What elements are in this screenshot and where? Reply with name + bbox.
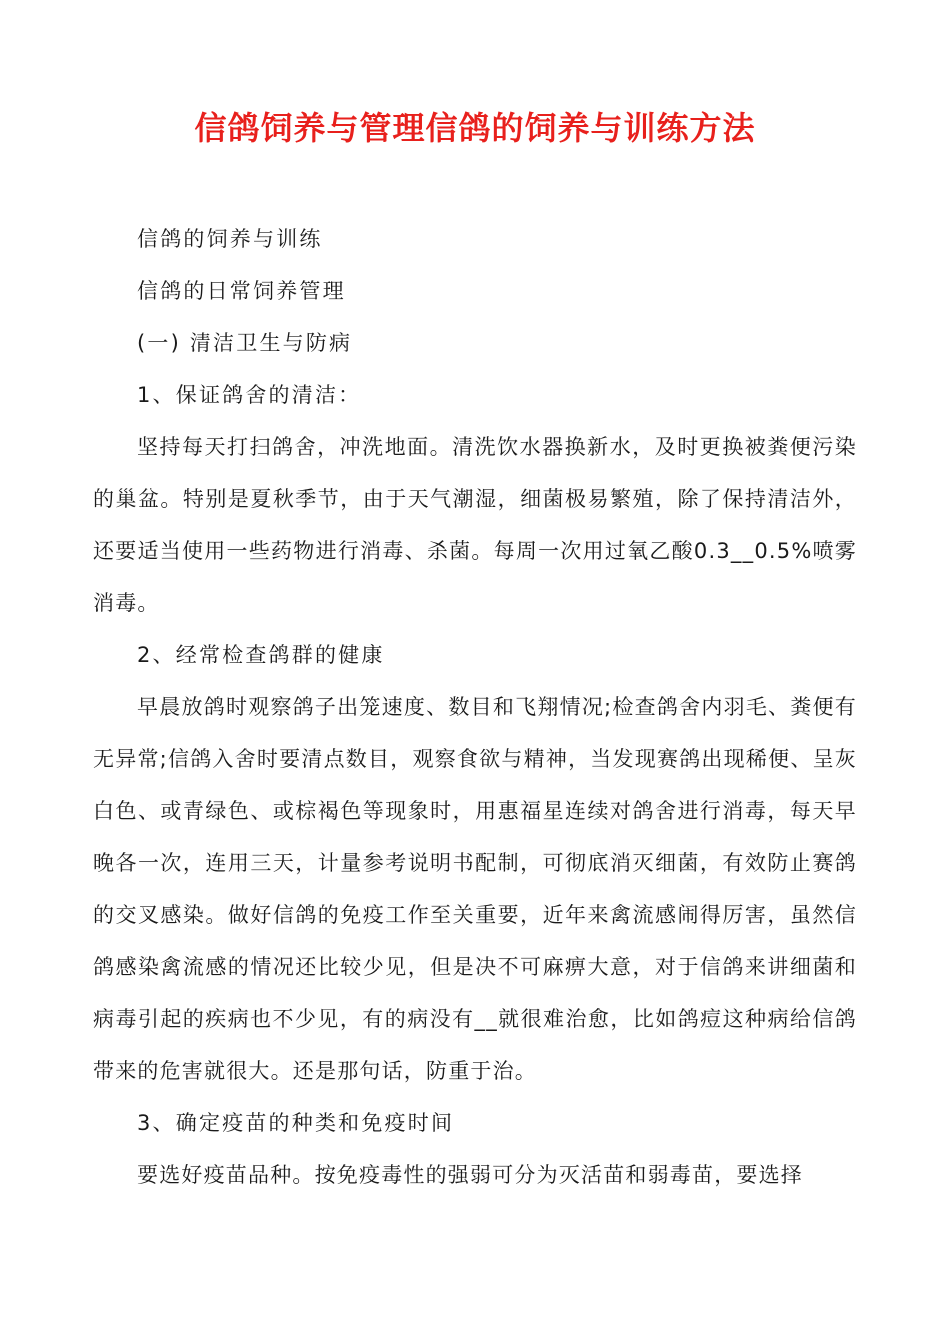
paragraph-item-heading: 1、保证鸽舍的清洁： — [137, 383, 362, 407]
paragraph-body: 早晨放鸽时观察鸽子出笼速度、数目和飞翔情况;检查鸽舍内羽毛、粪便有无异常;信鸽入舍时要清点数目，观察食欲与精神，当发现赛鸽出现稀便、呈灰白色、或青绿色、或棕褐色等现象时，用惠福星连续对鸽舍进行消毒，每天早晚各一次，连用三天，计量参考说明书配制，可彻底消灭细菌，有效防止赛鸽的交叉感染。做好信鸽的免疫工作至关重要，近年来禽流感闹得厉害，虽然信鸽感染禽流感的情况还比较少见，但是决不可麻痹大意，对于信鸽来讲细菌和病毒引起的疾病也不少见，有的病没有__就很难治愈，比如鸽痘这种病给信鸽带来的危害就很大。还是那句话，防重于治。 — [93, 695, 857, 1083]
paragraph-item-heading: 3、确定疫苗的种类和免疫时间 — [137, 1111, 455, 1135]
paragraph-section-heading: (一) 清洁卫生与防病 — [137, 331, 353, 355]
paragraph-heading: 信鸽的饲养与训练 — [137, 227, 323, 251]
paragraph-body: 要选好疫苗品种。按免疫毒性的强弱可分为灭活苗和弱毒苗，要选择 — [137, 1163, 803, 1187]
paragraph-subheading: 信鸽的日常饲养管理 — [137, 279, 346, 303]
document-title: 信鸽饲养与管理信鸽的饲养与训练方法 — [194, 109, 756, 147]
document-body — [93, 213, 857, 1201]
paragraph-body: 坚持每天打扫鸽舍，冲洗地面。清洗饮水器换新水，及时更换被粪便污染的巢盆。特别是夏秋季节，由于天气潮湿，细菌极易繁殖，除了保持清洁外，还要适当使用一些药物进行消毒、杀菌。每周一次用过氧乙酸0.3__0.5%喷雾消毒。 — [93, 435, 857, 615]
paragraph-item-heading: 2、经常检查鸽群的健康 — [137, 643, 385, 667]
